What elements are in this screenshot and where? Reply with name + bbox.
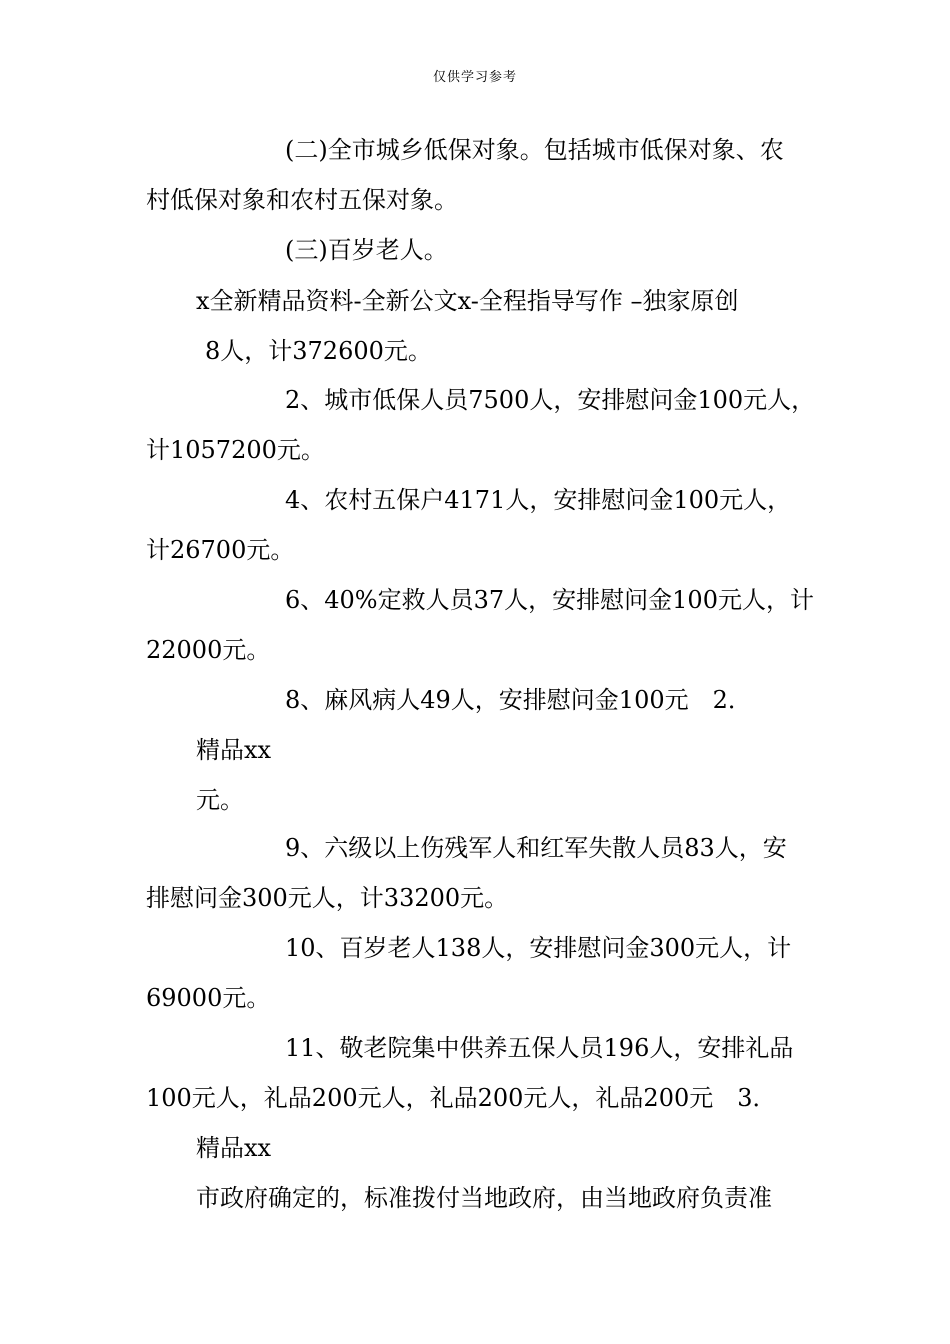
paragraph-line: 4、农村五保户4171人，安排慰问金100元人， bbox=[285, 486, 792, 514]
paragraph-line: 村低保对象和农村五保对象。 bbox=[146, 186, 458, 214]
paragraph-line: 11、敬老院集中供养五保人员196人，安排礼品 bbox=[285, 1034, 794, 1062]
paragraph-line: 元。 bbox=[196, 786, 244, 814]
paragraph-line: 6、40%定救人员37人，安排慰问金100元人，计 bbox=[285, 586, 814, 614]
paragraph-line: 排慰问金300元人，计33200元。 bbox=[146, 884, 509, 912]
paragraph-line: 市政府确定的，标准拨付当地政府，由当地政府负责准 bbox=[196, 1184, 772, 1212]
paragraph-line: 计26700元。 bbox=[146, 536, 295, 564]
promo-line: 精品xx bbox=[196, 1134, 272, 1162]
paragraph-line: 9、六级以上伤残军人和红军失散人员83人，安 bbox=[285, 834, 787, 862]
promo-line: 精品xx bbox=[196, 736, 272, 764]
promo-line: x全新精品资料-全新公文x-全程指导写作 –独家原创 bbox=[196, 287, 739, 315]
paragraph-line: 100元人，礼品200元人，礼品200元人，礼品200元 3． bbox=[146, 1084, 777, 1112]
paragraph-line: 69000元。 bbox=[146, 984, 271, 1012]
paragraph-line: 8、麻风病人49人，安排慰问金100元 2． bbox=[285, 686, 752, 714]
page-header: 仅供学习参考 bbox=[432, 70, 517, 85]
paragraph-line: 计1057200元。 bbox=[146, 436, 325, 464]
paragraph-line: (三)百岁老人。 bbox=[285, 236, 448, 264]
paragraph-line: 2、城市低保人员7500人，安排慰问金100元人， bbox=[285, 386, 816, 414]
paragraph-line: 10、百岁老人138人，安排慰问金300元人，计 bbox=[285, 934, 792, 962]
paragraph-line: 8人，计372600元。 bbox=[205, 337, 432, 365]
paragraph-line: (二)全市城乡低保对象。包括城市低保对象、农 bbox=[285, 136, 784, 164]
paragraph-line: 22000元。 bbox=[146, 636, 271, 664]
